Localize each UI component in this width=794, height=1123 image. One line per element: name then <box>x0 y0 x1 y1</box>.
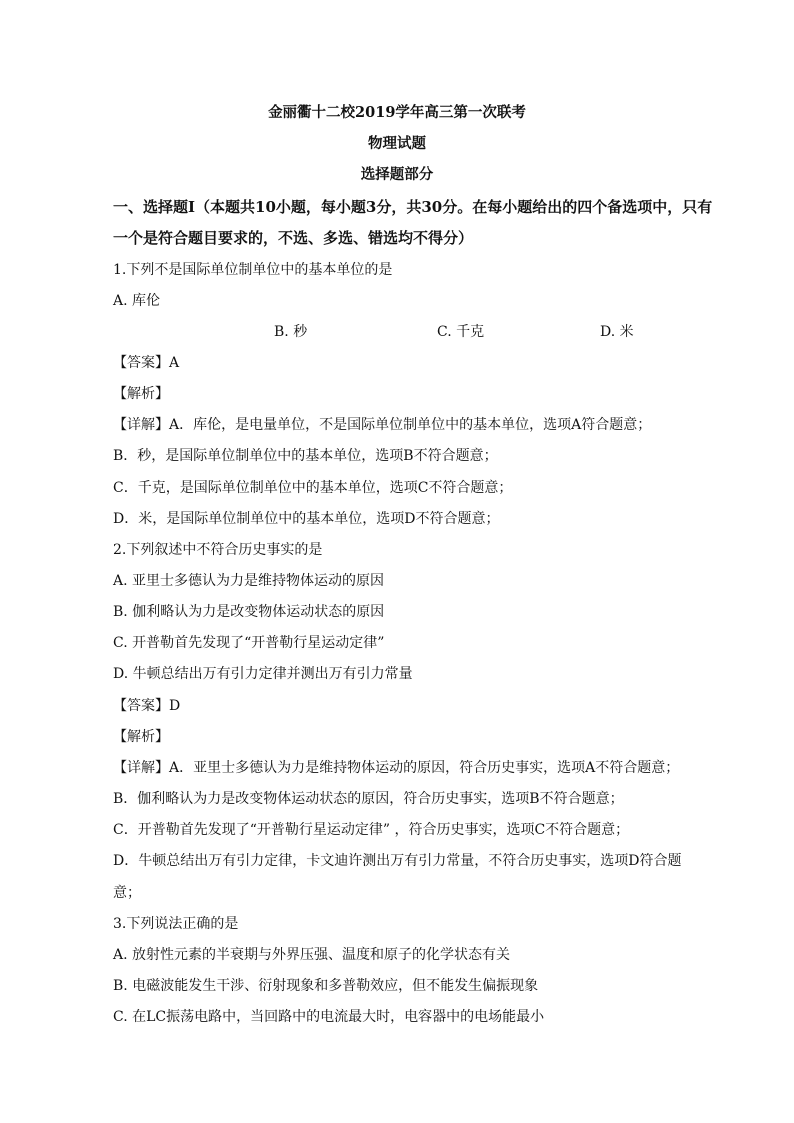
q2-answer: 【答案】D <box>113 698 181 714</box>
q2-detail-4b: 意； <box>113 885 141 901</box>
q3-stem: 3.下列说法正确的是 <box>113 916 239 932</box>
q3-option-a: A. 放射性元素的半衰期与外界压强、温度和原子的化学状态有关 <box>113 947 511 963</box>
part-title: 选择题部分 <box>360 166 434 183</box>
q2-analysis: 【解析】 <box>113 729 169 745</box>
q1-analysis: 【解析】 <box>113 386 169 402</box>
q1-detail-3: C．千克，是国际单位制单位中的基本单位，选项C不符合题意； <box>113 480 513 496</box>
q1-detail-1: 【详解】A．库伦，是电量单位，不是国际单位制单位中的基本单位，选项A符合题意； <box>113 417 652 433</box>
q1-option-b: B. 秒 <box>274 324 308 340</box>
q1-answer: 【答案】A <box>113 355 180 371</box>
q2-option-b: B. 伽利略认为力是改变物体运动状态的原因 <box>113 604 385 620</box>
q3-option-b: B. 电磁波能发生干涉、衍射现象和多普勒效应，但不能发生偏振现象 <box>113 978 539 994</box>
q2-option-d: D. 牛顿总结出万有引力定律并测出万有引力常量 <box>113 666 413 682</box>
subject-title: 物理试题 <box>368 135 426 152</box>
q1-detail-4: D．米，是国际单位制单位中的基本单位，选项D不符合题意； <box>113 511 500 527</box>
q2-detail-2: B．伽利略认为力是改变物体运动状态的原因，符合历史事实，选项B不符合题意； <box>113 791 624 807</box>
exam-title: 金丽衢十二校2019学年高三第一次联考 <box>268 104 526 121</box>
q2-detail-4a: D．牛顿总结出万有引力定律，卡文迪许测出万有引力常量，不符合历史事实，选项D符合题 <box>113 853 682 869</box>
q1-option-c: C. 千克 <box>437 324 485 340</box>
q2-option-c: C. 开普勒首先发现了“开普勒行星运动定律” <box>113 635 385 651</box>
q2-detail-3: C．开普勒首先发现了“开普勒行星运动定律” ，符合历史事实，选项C不符合题意； <box>113 822 630 838</box>
q1-option-d: D. 米 <box>600 324 634 340</box>
q3-option-c: C. 在LC振荡电路中，当回路中的电流最大时，电容器中的电场能最小 <box>113 1009 545 1025</box>
q2-stem: 2.下列叙述中不符合历史事实的是 <box>113 542 323 558</box>
section-title-line-2: 一个是符合题目要求的，不选、多选、错选均不得分） <box>113 229 474 247</box>
section-title-line-1: 一、选择题Ⅰ（本题共10小题，每小题3分，共30分。在每小题给出的四个备选项中，只有 <box>113 198 713 216</box>
q1-option-a: A. 库伦 <box>113 293 161 309</box>
q1-stem: 1.下列不是国际单位制单位中的基本单位的是 <box>113 262 393 278</box>
q2-detail-1: 【详解】A．亚里士多德认为力是维持物体运动的原因，符合历史事实，选项A不符合题意； <box>113 760 680 776</box>
q2-option-a: A. 亚里士多德认为力是维持物体运动的原因 <box>113 573 385 589</box>
q1-detail-2: B．秒，是国际单位制单位中的基本单位，选项B不符合题意； <box>113 448 498 464</box>
